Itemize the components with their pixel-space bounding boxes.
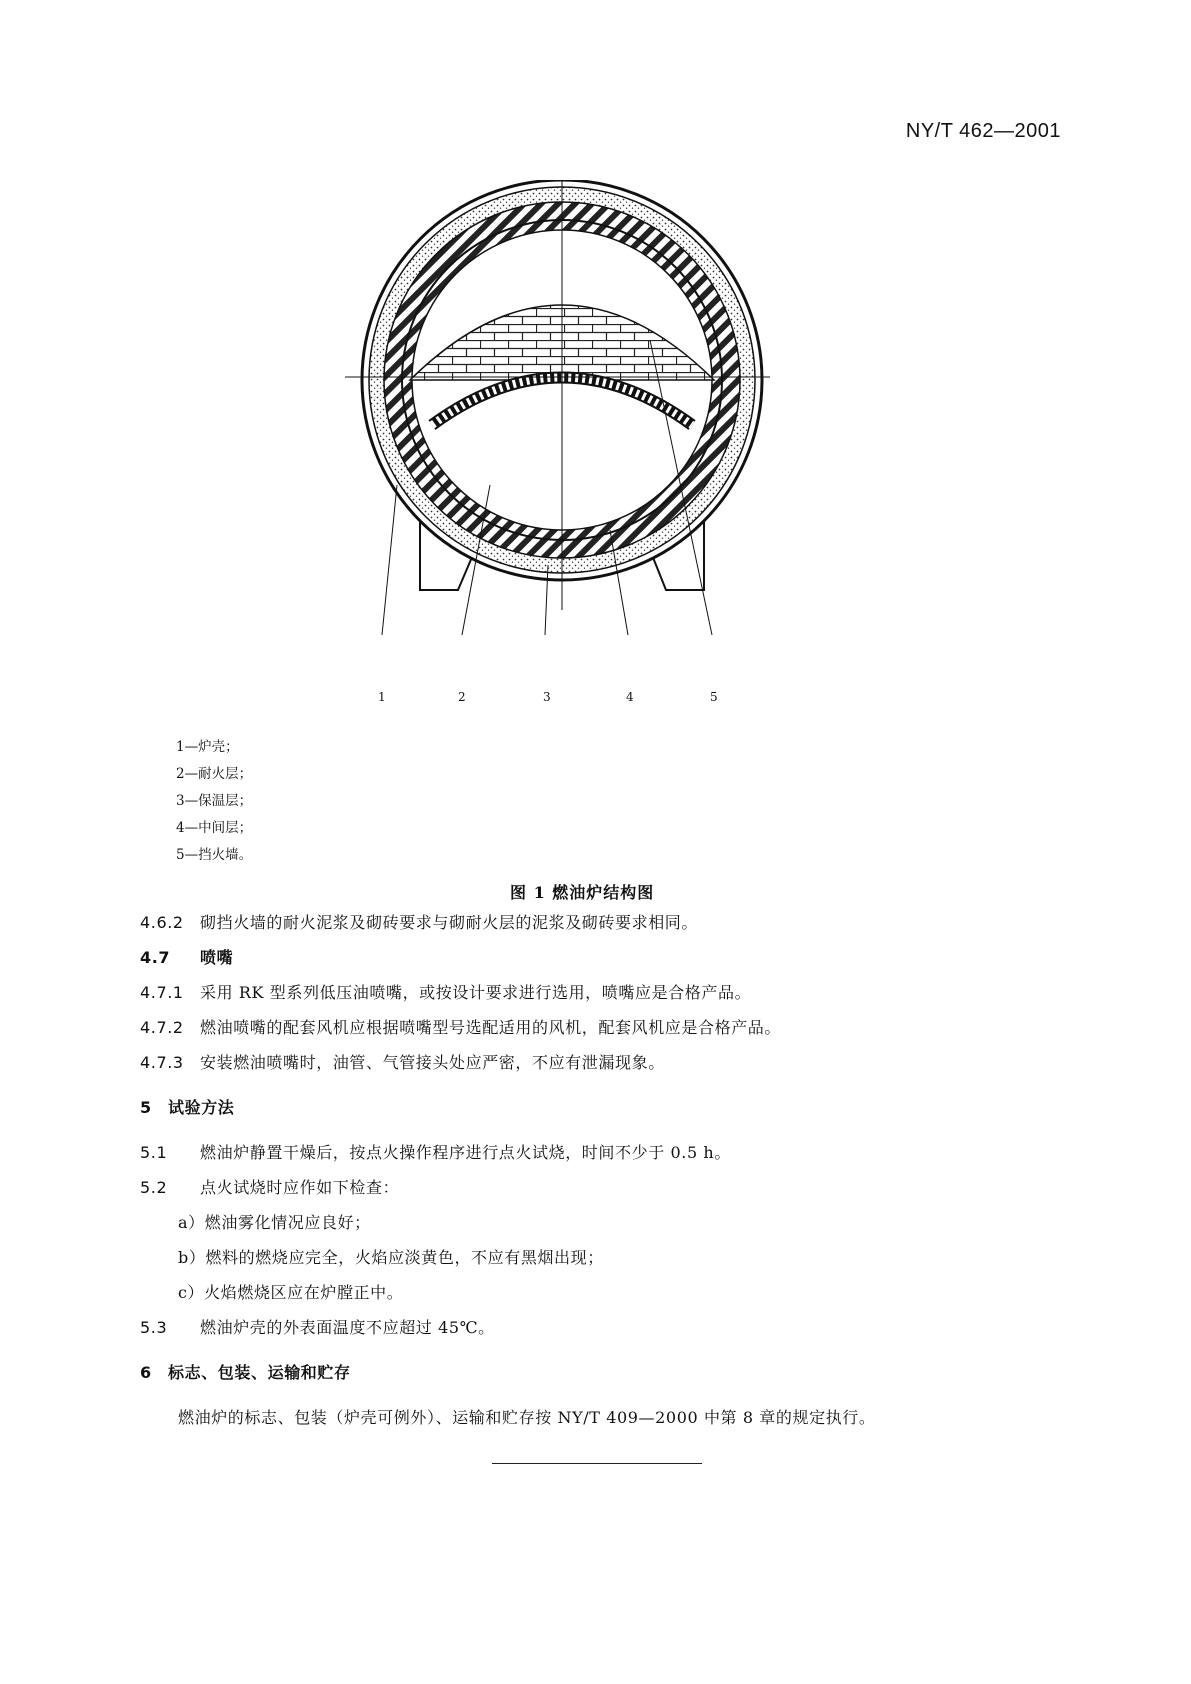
heading-4-7 — [140, 945, 233, 968]
list-item-b: b）燃料的燃烧应完全，火焰应淡黄色，不应有黑烟出现； — [178, 1248, 604, 1267]
callout-5: 5 — [710, 690, 718, 704]
clause-4-6-2 — [140, 910, 698, 933]
callout-1: 1 — [378, 690, 386, 704]
clause-number: 4.6.2 — [140, 913, 184, 932]
clause-number: 4.7.2 — [140, 1018, 184, 1037]
heading-text: 喷嘴 — [200, 948, 234, 967]
clause-number: 4.7 — [140, 948, 171, 967]
clause-text: 燃油喷嘴的配套风机应根据喷嘴型号选配适用的风机，配套风机应是合格产品。 — [200, 1018, 782, 1037]
clause-4-7-2 — [140, 1015, 781, 1038]
clause-number: 5.2 — [140, 1178, 168, 1197]
figure-caption: 图 1 燃油炉结构图 — [510, 883, 655, 902]
clause-number: 5.3 — [140, 1318, 168, 1337]
clause-text: 安装燃油喷嘴时，油管、气管接头处应严密，不应有泄漏现象。 — [200, 1053, 665, 1072]
legend-item-3: 3—保温层； — [176, 793, 253, 809]
section-number: 5 — [140, 1098, 152, 1117]
end-rule — [492, 1463, 702, 1464]
clause-4-7-1 — [140, 980, 751, 1003]
standard-code: NY/T 462—2001 — [905, 120, 1061, 142]
heading-5 — [140, 1095, 234, 1118]
heading-6 — [140, 1360, 351, 1383]
legend-item-1: 1—炉壳； — [176, 739, 239, 755]
callout-3: 3 — [543, 690, 551, 704]
section-6-paragraph: 燃油炉的标志、包装（炉壳可例外）、运输和贮存按 NY/T 409—2000 中第 8 章的规定执行。 — [178, 1408, 876, 1427]
legend-item-2: 2—耐火层； — [176, 766, 253, 782]
furnace-structure-diagram — [340, 180, 840, 720]
section-number: 6 — [140, 1363, 152, 1382]
clause-4-7-3 — [140, 1050, 665, 1073]
legend-item-5: 5—挡火墙。 — [176, 847, 253, 863]
clause-text: 点火试烧时应作如下检查： — [200, 1178, 400, 1197]
clause-5-2 — [140, 1175, 399, 1198]
clause-number: 4.7.1 — [140, 983, 184, 1002]
clause-text: 砌挡火墙的耐火泥浆及砌砖要求与砌耐火层的泥浆及砌砖要求相同。 — [200, 913, 699, 932]
clause-number: 4.7.3 — [140, 1053, 184, 1072]
callout-4: 4 — [626, 690, 634, 704]
legend-item-4: 4—中间层； — [176, 820, 253, 836]
clause-text: 燃油炉壳的外表面温度不应超过 45℃。 — [200, 1318, 495, 1337]
clause-5-3 — [140, 1315, 495, 1338]
heading-text: 试验方法 — [168, 1098, 235, 1117]
heading-text: 标志、包装、运输和贮存 — [168, 1363, 351, 1382]
clause-5-1 — [140, 1140, 731, 1163]
clause-text: 燃油炉静置干燥后，按点火操作程序进行点火试烧，时间不少于 0.5 h。 — [200, 1143, 731, 1162]
clause-number: 5.1 — [140, 1143, 168, 1162]
callout-2: 2 — [458, 690, 466, 704]
clause-text: 采用 RK 型系列低压油喷嘴，或按设计要求进行选用，喷嘴应是合格产品。 — [200, 983, 752, 1002]
list-item-c: c）火焰燃烧区应在炉膛正中。 — [178, 1283, 404, 1302]
list-item-a: a）燃油雾化情况应良好； — [178, 1213, 371, 1232]
